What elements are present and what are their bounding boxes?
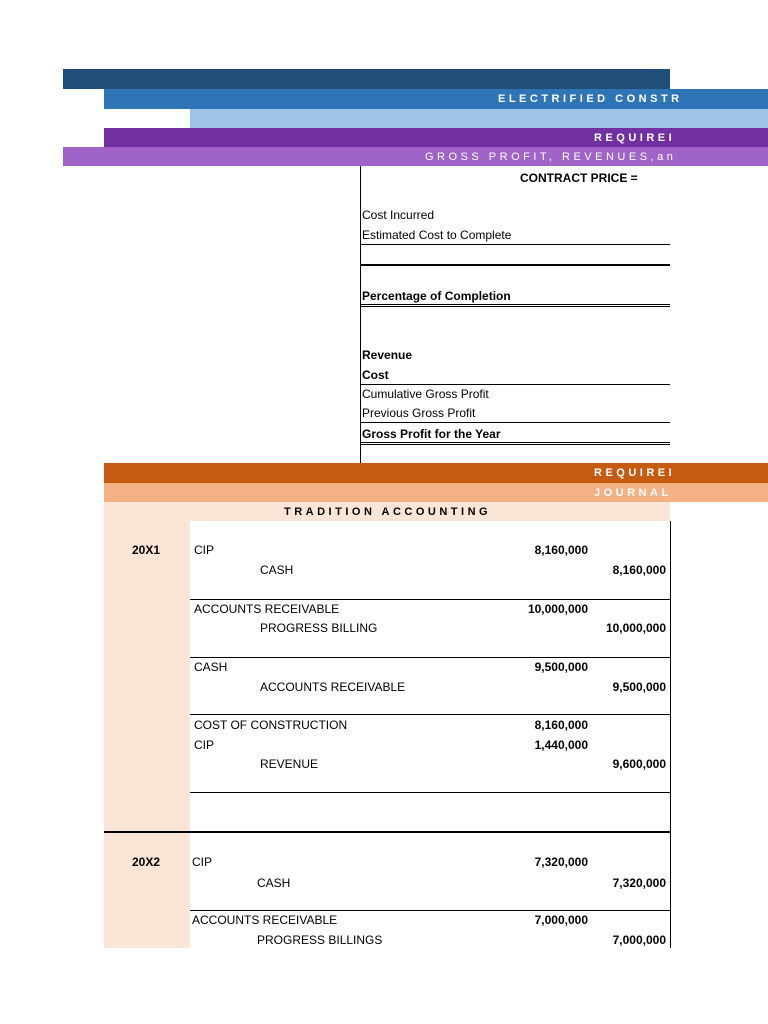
account-name: CIP xyxy=(194,543,215,557)
credit-amount: 9,600,000 xyxy=(612,757,666,771)
debit-amount: 1,440,000 xyxy=(534,738,588,752)
credit-amount: 7,320,000 xyxy=(612,876,666,890)
account-name: CASH xyxy=(194,660,228,674)
debit-amount: 7,320,000 xyxy=(534,855,588,869)
revenue-label: Revenue xyxy=(362,348,413,362)
debit-amount: 9,500,000 xyxy=(534,660,588,674)
year-label: 20X2 xyxy=(132,855,161,869)
requirement-1-subtitle-bar xyxy=(63,147,768,166)
account-name: CASH xyxy=(257,876,291,890)
debit-amount: 7,000,000 xyxy=(534,913,588,927)
percentage-completion-label: Percentage of Completion xyxy=(362,289,511,303)
account-name: PROGRESS BILLINGS xyxy=(257,933,383,947)
cost-label: Cost xyxy=(362,368,389,382)
requirement-1-title: REQUIREI xyxy=(594,132,676,144)
account-name: PROGRESS BILLING xyxy=(260,621,378,635)
divider xyxy=(360,422,670,423)
year-label: 20X1 xyxy=(132,543,161,557)
gp-year-label: Gross Profit for the Year xyxy=(362,427,501,441)
divider xyxy=(360,442,670,445)
light-blue-bar xyxy=(190,109,768,128)
requirement-2-title: REQUIREI xyxy=(594,467,676,479)
company-title: ELECTRIFIED CONSTR xyxy=(498,93,683,105)
credit-amount: 7,000,000 xyxy=(612,933,666,947)
requirement-1-subtitle: GROSS PROFIT, REVENUES,an xyxy=(425,151,677,163)
entry-divider xyxy=(190,910,670,911)
credit-amount: 8,160,000 xyxy=(612,563,666,577)
entry-divider xyxy=(190,599,670,600)
cost-incurred-label: Cost Incurred xyxy=(362,208,435,222)
year-divider xyxy=(104,831,670,833)
account-name: CIP xyxy=(192,855,213,869)
divider xyxy=(360,264,670,266)
journal-bar xyxy=(104,483,768,502)
account-name: REVENUE xyxy=(260,757,319,771)
entry-divider xyxy=(190,792,670,793)
account-name: COST OF CONSTRUCTION xyxy=(194,718,348,732)
company-title-bar xyxy=(104,89,768,109)
debit-amount: 8,160,000 xyxy=(534,543,588,557)
credit-amount: 10,000,000 xyxy=(605,621,666,635)
journal-title: JOURNAL xyxy=(594,487,672,499)
method-label: TRADITION ACCOUNTING xyxy=(284,506,492,518)
credit-amount: 9,500,000 xyxy=(612,680,666,694)
entry-divider xyxy=(190,714,670,715)
estimated-cost-label: Estimated Cost to Complete xyxy=(362,228,512,242)
requirement-2-bar xyxy=(104,463,768,483)
debit-amount: 10,000,000 xyxy=(527,602,588,616)
contract-price-label: CONTRACT PRICE = xyxy=(520,171,638,185)
navy-header-bar xyxy=(63,69,670,89)
previous-gp-label: Previous Gross Profit xyxy=(362,406,476,420)
account-name: CASH xyxy=(260,563,294,577)
requirement-1-bar xyxy=(104,128,768,147)
computation-left-border xyxy=(360,166,361,463)
divider xyxy=(360,244,670,245)
account-name: ACCOUNTS RECEIVABLE xyxy=(194,602,340,616)
journal-right-border xyxy=(670,521,671,948)
entry-divider xyxy=(190,657,670,658)
account-name: CIP xyxy=(194,738,215,752)
account-name: ACCOUNTS RECEIVABLE xyxy=(192,913,338,927)
divider xyxy=(360,384,670,385)
cumulative-gp-label: Cumulative Gross Profit xyxy=(362,387,489,401)
account-name: ACCOUNTS RECEIVABLE xyxy=(260,680,406,694)
debit-amount: 8,160,000 xyxy=(534,718,588,732)
divider xyxy=(360,304,670,307)
